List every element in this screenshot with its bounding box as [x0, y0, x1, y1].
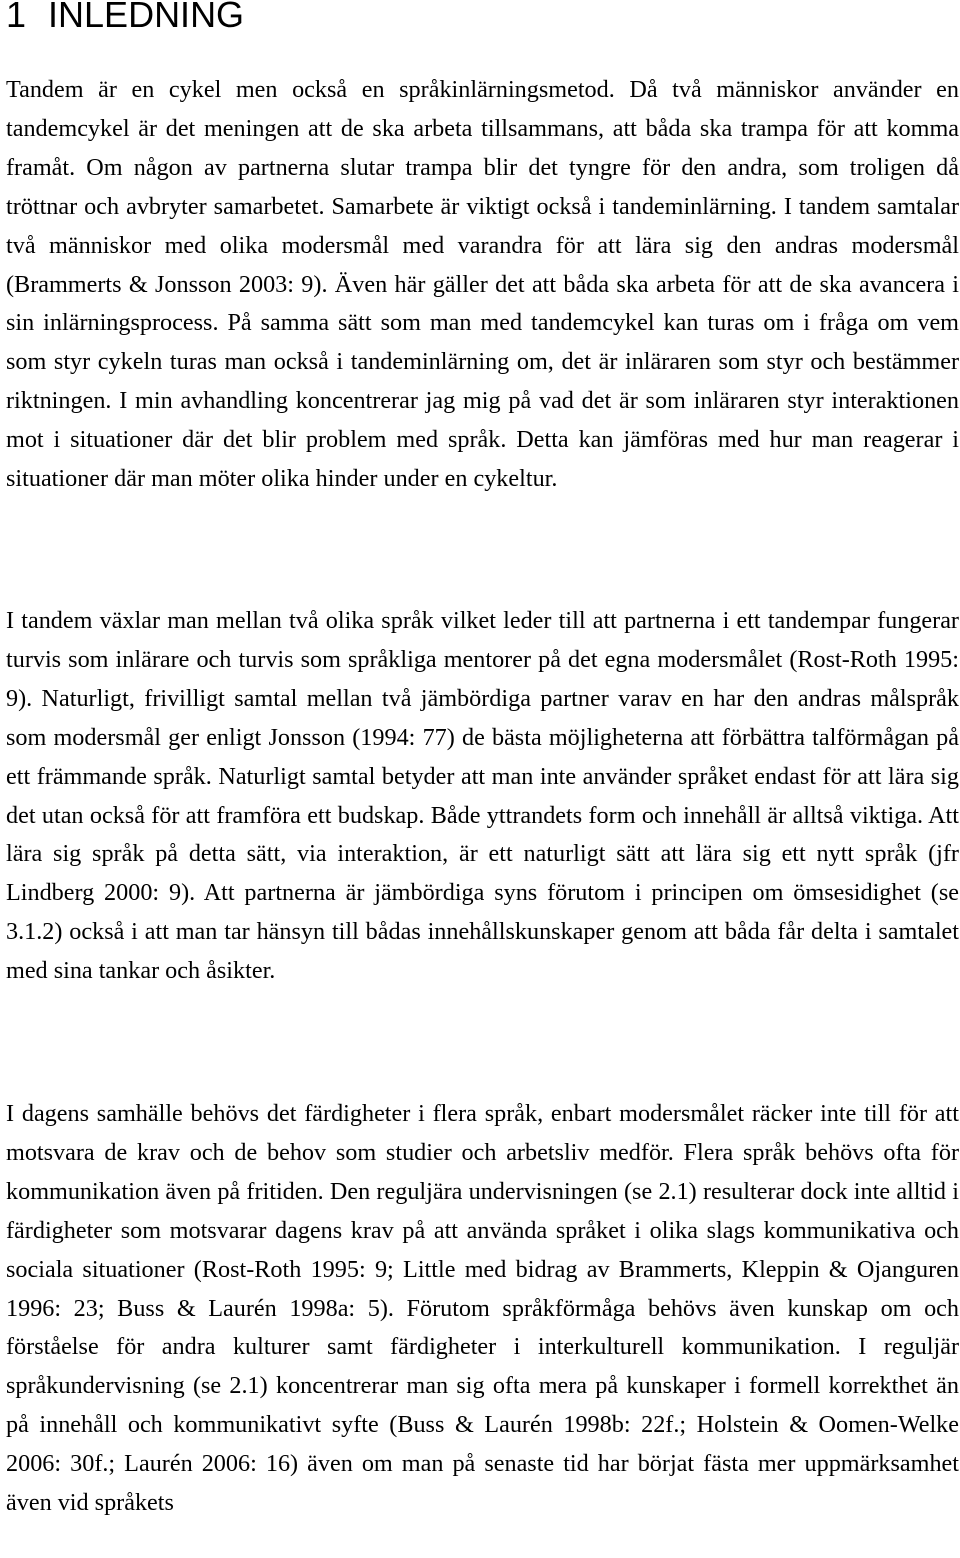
paragraph-3: I dagens samhälle behövs det färdigheter i flera språk, enbart modersmålet räcker inte till för att motsvara de krav och de behov som studier och arbetsliv medför. Flera språk behövs ofta för kommunikation även på fritiden. Den reguljära undervisningen (se 2.1) resulterar dock inte alltid i färdigheter som motsvarar dagens krav på att använda språket i olika slags kommunikativa och sociala situationer (Rost-Roth 1995: 9; Little med bidrag av Brammerts, Kleppin & Ojanguren 1996: 23; Buss & Laurén 1998a: 5). Förutom språkförmåga behövs även kunskap om och förståelse för andra kulturer samt färdigheter i interkulturell kommunikation. I reguljär språkundervisning (se 2.1) koncentrerar man sig ofta mera på kunskaper i formell korrekthet än på innehåll och kommunikativt syfte (Buss & Laurén 1998b: 22f.; Holstein & Oomen-Welke 2006: 30f.; Laurén 2006: 16) även om man på senaste tid har börjat fästa mer uppmärksamhet även vid språkets: [6, 1100, 959, 1517]
paragraph-1: Tandem är en cykel men också en språkinlärningsmetod. Då två människor använder en tandemcykel är det meningen att de ska arbeta tillsammans, att båda ska trampa för att komma framåt. Om någon av partnerna slutar trampa blir det tyngre för den andra, som troligen då tröttnar och avbryter samarbetet. Samarbete är viktigt också i tandeminlärning. I tandem samtalar två människor med olika modersmål med varandra för att lära sig den andras modersmål (Brammerts & Jonsson 2003: 9). Även här gäller det att båda ska arbeta för att de ska avancera i sin inlärningsprocess. På samma sätt som man med tandemcykel kan turas om i fråga om vem som styr cykeln turas man också i tandeminlärning om, det är inläraren som styr och bestämmer riktningen. I min avhandling koncentrerar jag mig på vad det är som inläraren styr interaktionen mot i situationer där det blir problem med språk. Detta kan jämföras med hur man reagerar i situationer där man möter olika hinder under en cykeltur.: [6, 76, 959, 493]
chapter-heading: [6, 0, 959, 33]
paragraph-2: I tandem växlar man mellan två olika språk vilket leder till att partnerna i ett tandempar fungerar turvis som inlärare och turvis som språkliga mentorer på det egna modersmålet (Rost-Roth 1995: 9). Naturligt, frivilligt samtal mellan två jämbördiga partner varav en har den andras målspråk som modersmål ger enligt Jonsson (1994: 77) de bästa möjligheterna att förbättra talförmågan på ett främmande språk. Naturligt samtal betyder att man inte använder språket endast för att lära sig det utan också för att framföra ett budskap. Både yttrandets form och innehåll är alltså viktiga. Att lära sig språk på detta sätt, via interaktion, är ett naturligt sätt att lära sig ett nytt språk (jfr Lindberg 2000: 9). Att partnerna är jämbördiga syns förutom i principen om ömsesidighet (se 3.1.2) också i att man tar hänsyn till bådas innehållskunskaper genom att båda får delta i samtalet med sina tankar och åsikter.: [6, 607, 959, 985]
document-page: [6, 0, 959, 1517]
chapter-number: 1: [6, 0, 27, 35]
chapter-title: INLEDNING: [48, 0, 245, 35]
